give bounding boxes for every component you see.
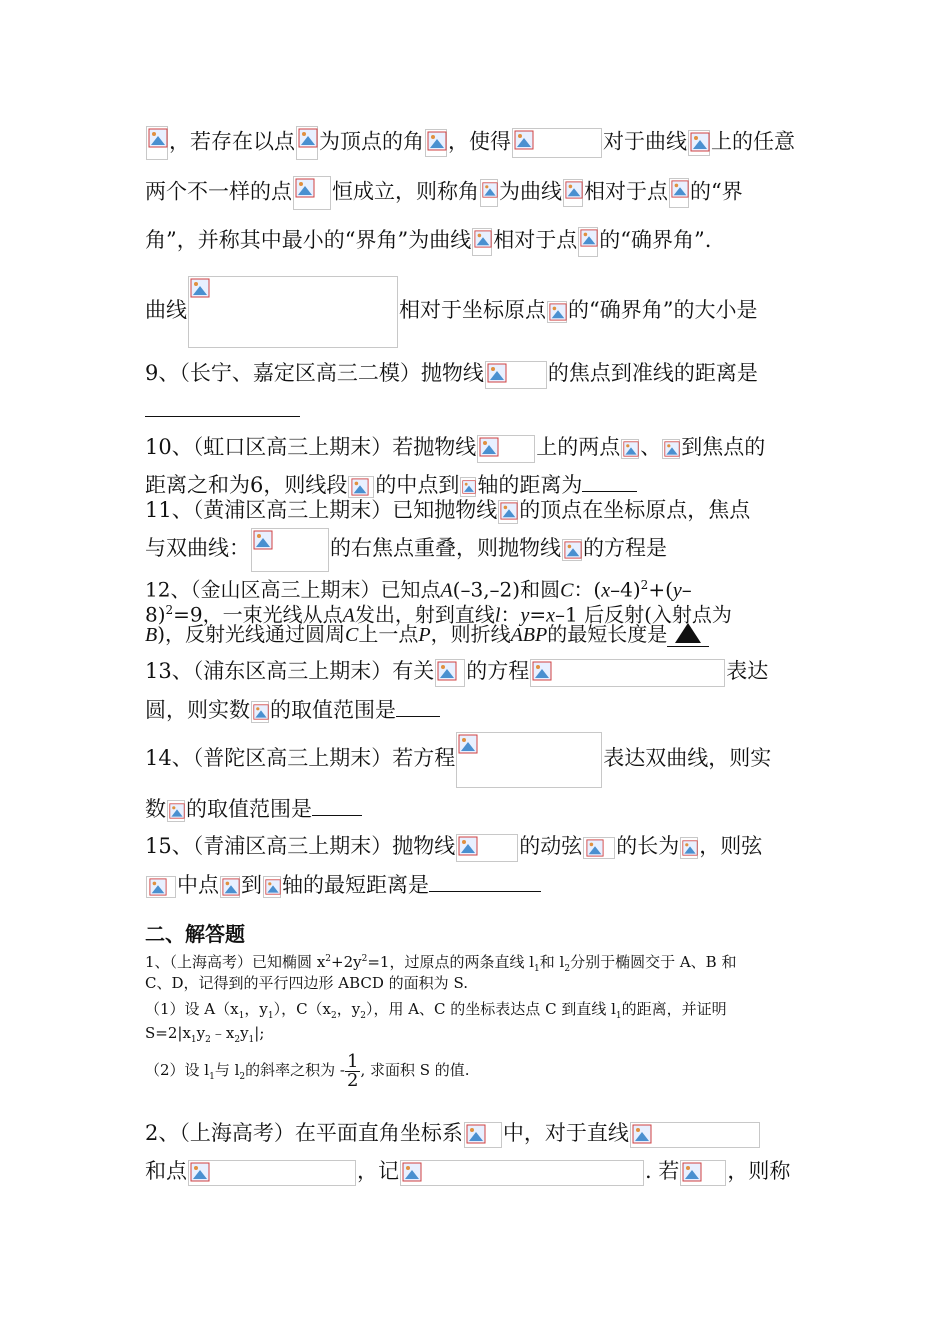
sub: 2	[360, 1011, 366, 1021]
text: 2、（上海高考）在平面直角坐标系	[145, 1121, 463, 1145]
sup: 2	[640, 578, 649, 592]
text: 1、（上海高考）已知椭圆 x	[145, 953, 326, 971]
text: 13、（浦东区高三上期末）有关	[145, 659, 435, 683]
sup: 2	[325, 954, 332, 964]
text: C、D，记得到的平行四边形 ABCD 的面积为 S.	[145, 974, 468, 992]
text: 与 l	[214, 1061, 240, 1079]
text: （1）设 A（x	[145, 1000, 239, 1018]
section-title: 二、解答题	[145, 922, 245, 946]
text: 的方程	[466, 659, 530, 683]
text: 10、（虹口区高三上期末）若抛物线	[145, 435, 477, 459]
text: 为顶点的角	[319, 129, 424, 154]
question-14-cont	[145, 795, 362, 823]
sub: 2	[564, 964, 571, 974]
text: –1 后反射(入射点为	[554, 602, 732, 627]
question-10	[145, 433, 765, 463]
text: 的动弦	[519, 834, 583, 858]
denominator: 2	[347, 1069, 359, 1091]
formula-image-icon	[296, 126, 318, 160]
text: 8)	[145, 602, 166, 627]
formula-image-icon	[472, 228, 492, 256]
text: =	[529, 602, 547, 627]
text: =1，过原点的两条直线 l	[367, 953, 535, 971]
text-line	[145, 226, 711, 257]
text: 分别于椭圆交于 A、B 和	[570, 953, 737, 971]
formula-image-icon	[425, 129, 447, 157]
question-14	[145, 730, 771, 788]
text: ：	[500, 602, 521, 627]
var: ABP	[510, 624, 548, 646]
text: |;	[254, 1024, 265, 1042]
text: ，记	[357, 1159, 399, 1183]
text: 上的任意	[711, 129, 795, 154]
formula-image-icon	[435, 659, 465, 687]
text: 的“确界角”的大小是	[568, 298, 758, 322]
point-label: P	[418, 624, 431, 646]
sub: 2	[331, 1011, 337, 1021]
text: 的顶点在坐标原点，焦点	[519, 498, 751, 522]
text: 到	[241, 873, 262, 897]
text: 、	[640, 435, 662, 459]
fraction	[345, 1050, 360, 1091]
formula-image-icon	[530, 659, 725, 687]
text: ，y	[244, 1000, 268, 1018]
solution-2	[145, 1119, 761, 1148]
answer-blank-line	[145, 396, 300, 424]
formula-image-icon	[477, 435, 535, 463]
text: +2y	[331, 953, 362, 971]
triangle-icon	[675, 623, 701, 643]
formula-image-icon	[680, 1160, 726, 1186]
formula-image-icon	[669, 178, 689, 208]
text: 轴的最短距离是	[282, 873, 429, 897]
text: 的焦点到准线的距离是	[547, 361, 758, 385]
solution-2-cont	[145, 1157, 790, 1186]
text: 轴的距离为	[477, 473, 583, 497]
text: 的中点到	[375, 473, 460, 497]
text: 的右焦点重叠，则抛物线	[330, 536, 561, 560]
text: 12、（金山区高三上期末）已知点	[145, 577, 441, 602]
text: ），C（x	[273, 1000, 331, 1018]
text: +(	[648, 577, 673, 602]
sup: 2	[361, 954, 368, 964]
text: ，使得	[448, 129, 511, 154]
sub: 1	[615, 1011, 622, 1021]
formula-image-icon	[630, 1122, 760, 1148]
text: ﹣x	[210, 1024, 235, 1042]
text: ，则称	[727, 1159, 791, 1183]
point-label: B	[145, 624, 158, 646]
point-label: A	[440, 579, 453, 602]
sub: 1	[534, 964, 540, 974]
text: 到焦点的	[681, 435, 766, 459]
sub: 2	[205, 1035, 211, 1045]
text: 与双曲线：	[145, 536, 250, 560]
sup: 2	[165, 603, 174, 617]
text: –	[681, 577, 692, 602]
text: 9、（长宁、嘉定区高三二模）抛物线	[145, 361, 484, 385]
formula-image-icon	[460, 477, 476, 497]
formula-image-icon	[688, 130, 710, 156]
numerator: 1	[347, 1050, 359, 1072]
answer-blank	[582, 489, 637, 492]
sub: 2	[239, 1072, 246, 1082]
sub: 1	[267, 1011, 274, 1021]
text: )，反射光线通过圆周	[157, 622, 346, 646]
text: 两个不一样的点	[145, 179, 292, 204]
text: 中，对于直线	[502, 1121, 629, 1145]
text: 的取值范围是	[270, 698, 396, 722]
formula-image-icon	[480, 179, 498, 207]
text: 相对于点	[584, 179, 668, 204]
text: ，y	[336, 1000, 361, 1018]
text: 的取值范围是	[186, 797, 312, 821]
text: 和 l	[539, 953, 565, 971]
formula-image-icon	[485, 361, 547, 389]
question-9	[145, 359, 758, 389]
answer-blank	[396, 714, 440, 717]
question-15-cont	[145, 871, 541, 899]
var: y	[520, 604, 530, 627]
text: 和圆	[520, 577, 561, 602]
sub: 1	[209, 1072, 215, 1082]
circle-label: C	[560, 579, 574, 602]
text: 上一点	[358, 622, 419, 646]
sub: 1	[238, 1011, 245, 1021]
text: 的“确界角”.	[599, 228, 712, 252]
text: ：(	[573, 577, 602, 602]
text: 的最短长度是	[547, 622, 668, 646]
text: 相对于点	[493, 228, 578, 252]
question-13-cont	[145, 696, 440, 724]
formula-image-icon	[188, 1160, 356, 1186]
formula-image-icon	[251, 528, 329, 572]
text: 圆，则实数	[145, 698, 250, 722]
text-line	[145, 274, 757, 348]
text: 曲线	[145, 298, 187, 322]
question-15	[145, 832, 762, 862]
solution-1-part1-cont	[145, 1022, 264, 1051]
text: , 求面积 S 的值.	[360, 1061, 470, 1079]
formula-image-icon	[146, 876, 176, 898]
text: 数	[145, 797, 166, 821]
text: 相对于坐标原点	[399, 298, 546, 322]
formula-image-icon	[563, 179, 583, 207]
formula-image-icon	[456, 834, 518, 862]
point-label: A	[342, 604, 355, 627]
text: ，则折线	[430, 622, 511, 646]
text: ，则弦	[699, 834, 763, 858]
formula-image-icon	[512, 128, 602, 158]
text: 11、（黄浦区高三上期末）已知抛物线	[145, 498, 498, 522]
question-10-cont	[145, 471, 637, 499]
formula-image-icon	[263, 876, 281, 898]
text: 表达	[726, 659, 769, 683]
text: 表达双曲线，则实	[603, 746, 772, 770]
text: ，若存在以点	[169, 129, 295, 154]
text: 对于曲线	[603, 129, 687, 154]
formula-image-icon	[547, 301, 567, 323]
text-line	[145, 126, 795, 160]
text: (–3,–2)	[452, 577, 521, 602]
formula-image-icon	[146, 126, 168, 160]
formula-image-icon	[400, 1160, 644, 1186]
var: x	[601, 579, 611, 602]
circle-label: C	[345, 624, 359, 646]
text: 14、（普陀区高三上期末）若方程	[145, 746, 456, 770]
text: S=2|x	[145, 1024, 191, 1042]
text: 发出，射到直线	[354, 602, 495, 627]
text: （2）设 l	[145, 1061, 210, 1079]
sub: 2	[234, 1035, 241, 1045]
formula-image-icon	[167, 800, 185, 822]
text: –4)	[610, 577, 641, 602]
var: y	[672, 579, 682, 602]
answer-blank	[429, 889, 541, 892]
text: 中点	[177, 873, 219, 897]
formula-image-icon	[220, 876, 240, 898]
text: 的长为	[616, 834, 680, 858]
text: y	[196, 1024, 206, 1042]
text: 和点	[145, 1159, 187, 1183]
sub: 1	[248, 1035, 255, 1045]
question-12-cont2	[145, 622, 709, 647]
text: ），用 A、C 的坐标表达点 C 到直线 l	[365, 1000, 616, 1018]
question-11-cont	[145, 526, 667, 572]
text: 距离之和为6，则线段	[145, 473, 348, 497]
text: 角”，并称其中最小的“界角”为曲线	[145, 228, 472, 252]
question-11	[145, 496, 750, 524]
formula-image-icon	[348, 476, 374, 498]
text-line	[145, 176, 743, 210]
text: 的方程是	[583, 536, 667, 560]
solution-1-cont	[145, 972, 468, 994]
formula-image-icon	[464, 1122, 502, 1148]
formula-image-icon	[251, 701, 269, 723]
formula-image-icon	[662, 439, 680, 459]
text: 的距离，并证明	[621, 1000, 727, 1018]
text: 恒成立，则称角	[332, 179, 479, 204]
text: 的斜率之积为 -	[245, 1061, 345, 1079]
text: 为曲线	[499, 179, 562, 204]
formula-image-icon	[583, 837, 615, 859]
question-13	[145, 657, 768, 687]
text: 的“界	[690, 179, 743, 204]
formula-image-icon	[188, 276, 398, 348]
formula-image-icon	[562, 539, 582, 561]
formula-image-icon	[578, 227, 598, 257]
text: 上的两点	[536, 435, 621, 459]
text: 15、（青浦区高三上期末）抛物线	[145, 834, 456, 858]
formula-image-icon	[680, 837, 698, 859]
solution-1-part2	[145, 1050, 470, 1097]
answer-blank	[312, 813, 362, 816]
var: l	[494, 604, 501, 627]
text: =9，一束光线从点	[173, 602, 343, 627]
sub: 1	[190, 1035, 197, 1045]
formula-image-icon	[498, 500, 518, 524]
text: y	[240, 1024, 249, 1042]
formula-image-icon	[621, 439, 639, 459]
formula-image-icon	[293, 176, 331, 210]
text: . 若	[645, 1159, 680, 1183]
var: x	[546, 604, 555, 627]
answer-blank	[145, 414, 300, 417]
formula-image-icon	[456, 732, 602, 788]
